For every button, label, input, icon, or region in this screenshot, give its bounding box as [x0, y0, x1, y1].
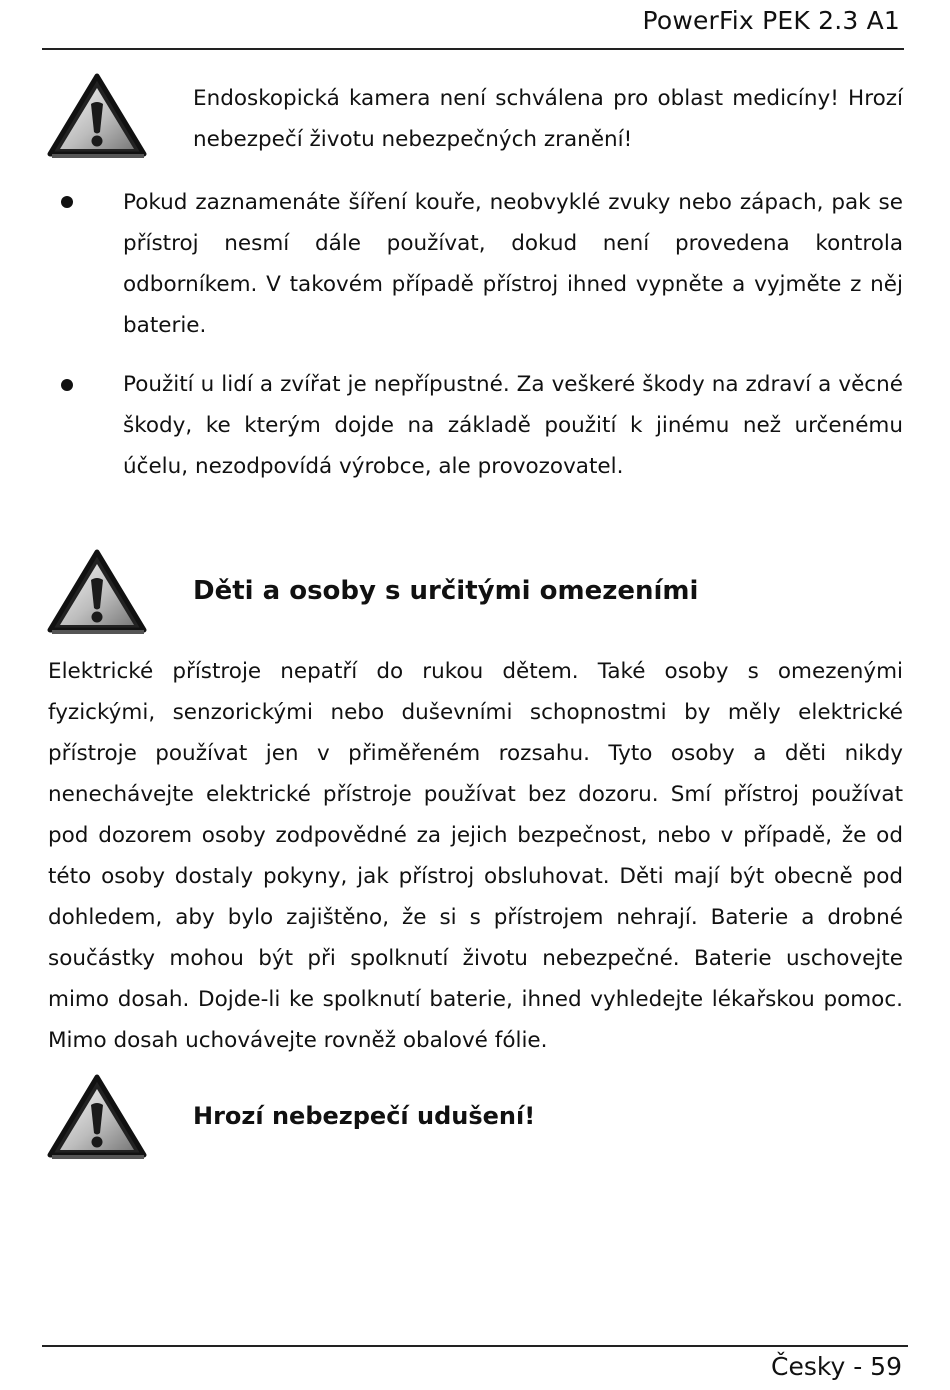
warning-suffocation-heading: Hrozí nebezpečí udušení! [193, 1102, 536, 1130]
footer-page-label: Česky - 59 [771, 1352, 902, 1381]
warning-medical-text: Endoskopická kamera není schválena pro oblast medicíny! Hrozí nebezpečí životu nebezpečných zranění! [193, 86, 903, 152]
section-body-children: Elektrické přístroje nepatří do rukou dětem. Také osoby s omezenými fyzickými, senzorickými nebo duševními schopnostmi by měly elektrické přístroje používat jen v přiměřeném rozsahu. Tyto osoby a děti nikdy nenechávejte elektrické přístroje používat bez dozoru. Smí přístroj používat pod dozorem osoby zodpovědné za jejich bezpečnost, nebo v případě, že od této osoby dostaly pokyny, jak přístroj obsluhovat. Děti mají být obecně pod dohledem, aby bylo zajištěno, že si s přístrojem nehrají. Baterie a drobné součástky mohou být při spolknutí životu nebezpečné. Baterie uschovejte mimo dosah. Dojde-li ke spolknutí baterie, ihned vyhledejte lékařskou pomoc. Mimo dosah uchovávejte rovněž obalové fólie. [48, 659, 903, 1053]
warning-triangle-icon [46, 72, 148, 160]
section-heading-children: Děti a osoby s určitými omezeními [193, 576, 699, 606]
bullet-dot [61, 379, 73, 391]
header-rule [42, 48, 904, 50]
bullet-dot [61, 196, 73, 208]
document-header-title: PowerFix PEK 2.3 A1 [642, 6, 900, 35]
footer-rule [42, 1345, 908, 1347]
bullet-item-smoke: Pokud zaznamenáte šíření kouře, neobvyklé zvuky nebo zápach, pak se přístroj nesmí dále používat, dokud není provedena kontrola odborníkem. V takovém případě přístroj ihned vypněte a vyjměte z něj baterie. [123, 190, 903, 338]
warning-triangle-icon [46, 548, 148, 636]
bullet-item-usage: Použití u lidí a zvířat je nepřípustné. Za veškeré škody na zdraví a věcné škody, ke kterým dojde na základě použití k jinému než určenému účelu, nezodpovídá výrobce, ale provozovatel. [123, 372, 903, 479]
warning-triangle-icon [46, 1073, 148, 1161]
